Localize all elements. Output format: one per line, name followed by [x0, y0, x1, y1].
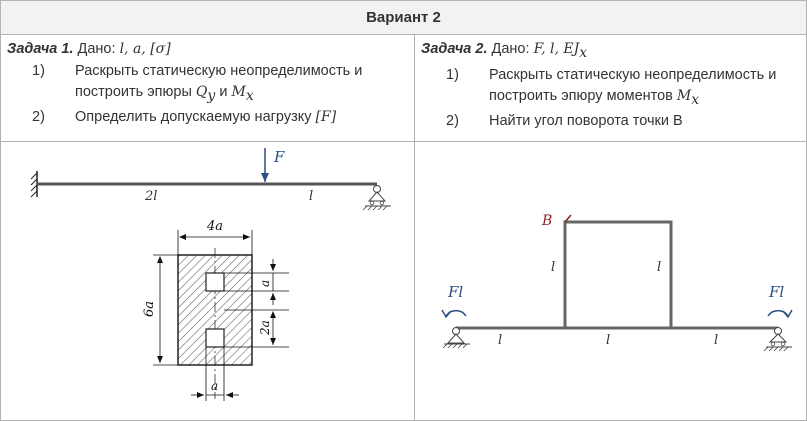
task-2-item-1-num: 1): [446, 66, 459, 83]
hole-bottom: [206, 329, 224, 347]
task-1-label: Задача 1.: [7, 41, 74, 57]
frame-portal: [565, 222, 671, 328]
task-2-label: Задача 2.: [421, 41, 488, 57]
figures-canvas: [1, 1, 806, 420]
left-height-label: l: [551, 260, 556, 275]
task-2-item-2-num: 2): [446, 112, 459, 129]
figure-1-beam: [31, 148, 391, 210]
task-1-given-word: Дано:: [77, 41, 116, 57]
task-2-item-1-text: Раскрыть статическую неопределимость и построить эпюру моментов: [489, 66, 777, 104]
task-2-item-1-math: M: [676, 87, 692, 104]
right-height-label: l: [657, 260, 662, 275]
point-b-label: B: [542, 213, 553, 229]
span-1-label: l: [498, 333, 503, 348]
figure-1-cross-section: [142, 219, 289, 401]
task-1-item-1-math2: M: [231, 84, 246, 100]
span-3-label: l: [714, 333, 719, 348]
task-2-given-word: Дано:: [491, 41, 530, 57]
task-2-item-1-sub: x: [691, 91, 700, 108]
roller-support: [363, 186, 391, 211]
task-1-item-1-text: Раскрыть статическую неопределимость и построить эпюры: [75, 63, 363, 100]
right-roller-support: [764, 328, 792, 352]
task-2-given: F, l, EJ: [533, 41, 580, 57]
task-1-item-1-tail: и: [215, 84, 232, 100]
hole-top: [206, 273, 224, 291]
wall-hatching: [31, 173, 37, 197]
task-1-item-1-sub2: x: [245, 87, 254, 104]
hole-size-label: a: [258, 279, 272, 287]
height-label: 6a: [142, 300, 157, 317]
moment-right-arrowhead: [783, 310, 792, 317]
left-pin-support: [443, 328, 470, 349]
force-label: F: [274, 148, 285, 166]
task-1-item-2-text: Определить допускаемую нагрузку: [75, 108, 316, 125]
span-left-label: 2l: [145, 189, 158, 204]
task-1-item-2-math: [F]: [315, 108, 337, 125]
moment-right-label: Fl: [769, 283, 785, 301]
task-1-item-1-sub: y: [207, 87, 216, 104]
spacing-label: 2a: [258, 320, 272, 335]
task-1-item-2-num: 2): [32, 108, 45, 125]
bottom-label: a: [211, 379, 219, 393]
figure-2-frame: [442, 213, 792, 351]
width-label: 4a: [207, 219, 224, 234]
task-1-item-1-num: 1): [32, 63, 45, 79]
moment-left-label: Fl: [448, 283, 464, 301]
task-2-item-2-text: Найти угол поворота точки B: [489, 112, 683, 129]
variant-title-text: Вариант 2: [366, 9, 441, 26]
task-1-given: l, a, [σ]: [119, 41, 171, 57]
moment-left-arrowhead: [442, 310, 451, 317]
task-1-item-1-math: Q: [195, 84, 208, 100]
span-2-label: l: [606, 333, 611, 348]
span-right-label: l: [309, 189, 314, 204]
task-2-given-sub: x: [579, 44, 588, 61]
